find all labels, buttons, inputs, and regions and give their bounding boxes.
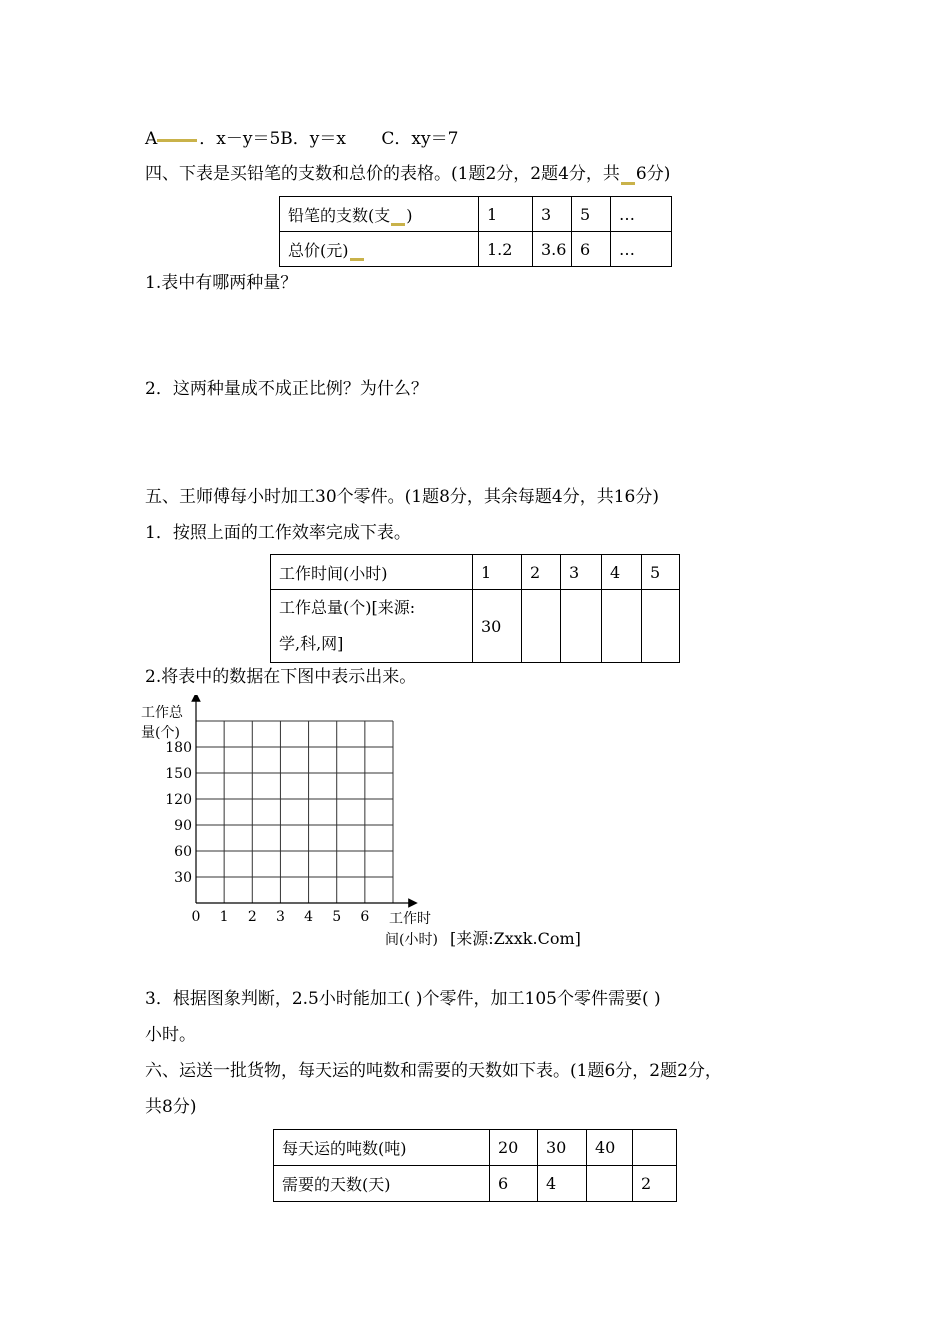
answer-highlight <box>157 138 197 142</box>
table-cell: 30 <box>538 1130 587 1166</box>
tons-per-day-label: 每天运的吨数(吨) <box>274 1130 490 1166</box>
x-tick-label: 1 <box>219 909 229 925</box>
section-6-title: 六、运送一批货物，每天运的吨数和需要的天数如下表。(1题6分，2题2分， <box>145 1061 722 1081</box>
y-axis-label-line1: 工作总 <box>141 705 183 721</box>
section-6-title-cont: 共8分) <box>145 1097 197 1117</box>
sec4-question-1: 1.表中有哪两种量？ <box>145 273 298 293</box>
section-4-title: 四、下表是买铅笔的支数和总价的表格。(1题2分，2题4分，共 6分) <box>145 164 671 184</box>
choice-options <box>145 128 458 150</box>
sec5-question-3-cont: 小时。 <box>145 1025 196 1045</box>
table-cell: 3 <box>561 555 602 590</box>
x-axis-label-line2: 间(小时) <box>385 932 438 948</box>
x-axis-label-line1: 工作时 <box>389 911 431 927</box>
table-cell: … <box>611 232 672 267</box>
sec5-question-2: 2.将表中的数据在下图中表示出来。 <box>145 667 417 687</box>
table-cell: 6 <box>490 1166 538 1202</box>
chart-grid <box>196 721 393 903</box>
answer-highlight <box>621 181 635 185</box>
x-tick-label: 6 <box>360 909 370 925</box>
table-cell: 30 <box>473 590 522 663</box>
y-tick-label: 120 <box>165 792 192 808</box>
sec4-question-2: 2．这两种量成不成正比例？为什么？ <box>145 379 428 399</box>
y-tick-label: 60 <box>174 844 192 860</box>
y-tick-label: 90 <box>174 818 192 834</box>
y-tick-label: 180 <box>165 740 192 756</box>
table-cell: 40 <box>587 1130 633 1166</box>
table-cell: 5 <box>642 555 680 590</box>
table-cell: 1 <box>473 555 522 590</box>
table-cell: 1 <box>479 197 533 232</box>
table-cell: 3.6 <box>533 232 572 267</box>
source-note: [来源:Zxxk.Com] <box>450 929 581 948</box>
table-cell: 1.2 <box>479 232 533 267</box>
option-a-letter: A <box>145 129 158 149</box>
table-cell: … <box>611 197 672 232</box>
section-5-title: 五、王师傅每小时加工30个零件。(1题8分，其余每题4分，共16分) <box>145 487 659 507</box>
sec5-question-1: 1．按照上面的工作效率完成下表。 <box>145 523 411 543</box>
table-cell: 4 <box>538 1166 587 1202</box>
x-tick-label: 2 <box>247 909 257 925</box>
y-tick-label: 150 <box>165 766 192 782</box>
x-tick-label: 5 <box>332 909 342 925</box>
table-cell: 5 <box>572 197 611 232</box>
table-cell: 20 <box>490 1130 538 1166</box>
table-cell <box>587 1166 633 1202</box>
work-table <box>270 554 680 663</box>
option-c-text: C．xy＝7 <box>381 129 459 149</box>
table-cell: 2 <box>633 1166 677 1202</box>
pencil-table <box>279 196 672 267</box>
y-axis-label-line2: 量(个) <box>141 725 180 741</box>
table-cell <box>633 1130 677 1166</box>
table-cell: 6 <box>572 232 611 267</box>
chart-axes <box>196 697 413 903</box>
total-price-label: 总价(元) <box>280 232 479 267</box>
table-cell <box>642 590 680 663</box>
sec5-question-3: 3．根据图象判断，2.5小时能加工( )个零件，加工105个零件需要( ) <box>145 989 661 1009</box>
transport-table <box>273 1129 677 1202</box>
pencil-count-label: 铅笔的支数(支 ) <box>280 197 479 232</box>
table-cell <box>602 590 642 663</box>
y-tick-label: 30 <box>174 870 192 886</box>
work-time-label: 工作时间(小时) <box>271 555 473 590</box>
work-total-label: 工作总量(个)[来源: 学,科,网] <box>271 590 473 663</box>
work-chart <box>135 695 635 955</box>
table-cell: 4 <box>602 555 642 590</box>
days-needed-label: 需要的天数(天) <box>274 1166 490 1202</box>
table-cell: 3 <box>533 197 572 232</box>
option-a-b-text: ．x－y＝5B．y＝x <box>199 129 346 149</box>
x-tick-label: 0 <box>191 909 201 925</box>
table-cell: 2 <box>522 555 561 590</box>
table-cell <box>522 590 561 663</box>
table-cell <box>561 590 602 663</box>
x-tick-label: 3 <box>275 909 285 925</box>
x-tick-label: 4 <box>304 909 314 925</box>
